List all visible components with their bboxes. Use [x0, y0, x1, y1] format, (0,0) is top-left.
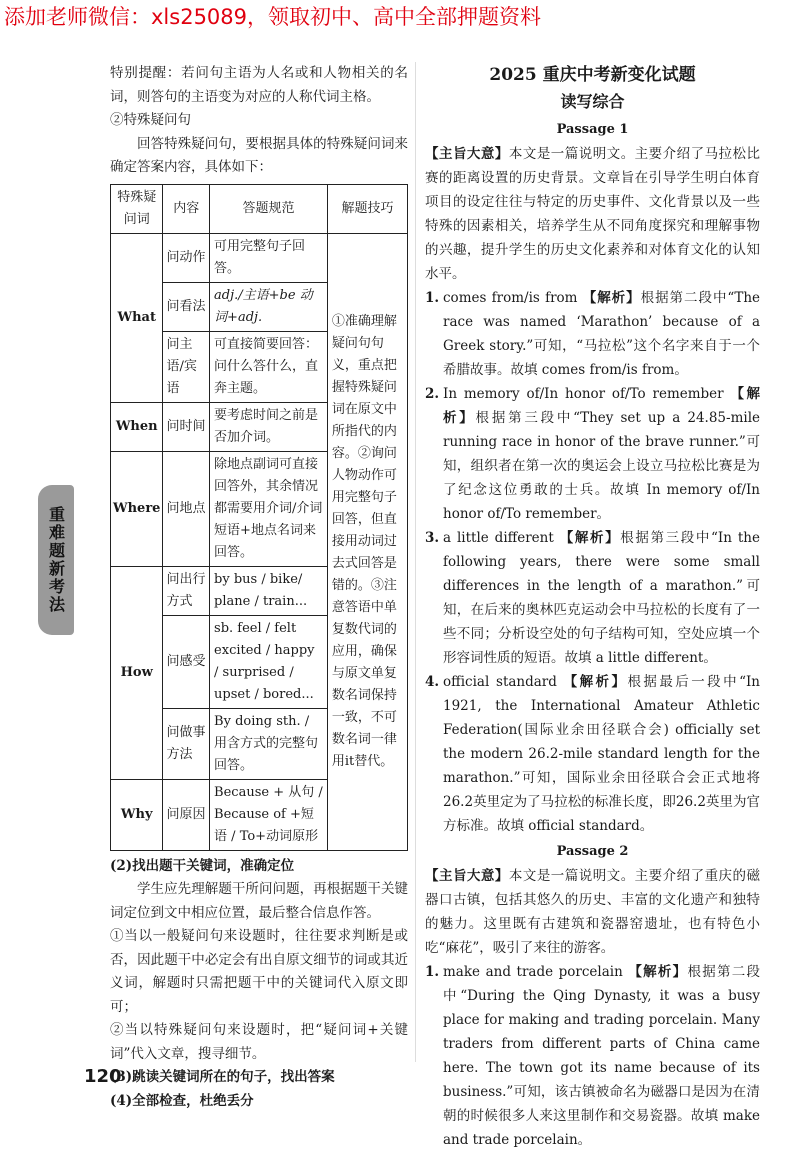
answer-item	[425, 286, 760, 382]
answer-item	[425, 670, 760, 838]
answer-number: 4.	[425, 674, 440, 690]
rule-cell: by bus / bike/ plane / train...	[210, 566, 328, 615]
analysis-tag: 【解析】	[563, 674, 628, 690]
step2-text: 学生应先理解题干所问问题，再根据题干关键词定位到文中相应位置，最后整合信息作答。	[110, 881, 408, 921]
right-column	[425, 62, 760, 1152]
content-cell: 问时间	[163, 402, 210, 451]
rule-cell: 可用完整句子回答。	[210, 233, 328, 282]
rule-cell: adj./主语+be 动词+adj.	[210, 282, 328, 331]
rule-cell: 要考虑时间之前是否加介词。	[210, 402, 328, 451]
table-header: 答题规范	[210, 184, 328, 233]
content-cell: 问看法	[163, 282, 210, 331]
step2-title: (2)找出题干关键词，准确定位	[110, 857, 295, 874]
analysis-text: 根据第三段中“In the following years, there were some small differences in the length of a marathon.”可知，在后来的奥林匹克运动会中马拉松的长度有了一些不同；分析设空处的句子结构可知，空处应填一个形容词性质的短语。故填 a little different。	[443, 530, 760, 666]
summary-text: 本文是一篇说明文。主要介绍了重庆的磁器口古镇，包括其悠久的历史、丰富的文化遗产和独特的魅力。这里既有古建筑和瓷器窑遗址，也有特色小吃“麻花”，吸引了来往的游客。	[425, 868, 761, 956]
sub-title-special-question: ②特殊疑问句	[110, 112, 191, 128]
tech-cell: ①准确理解疑问句句义，重点把握特殊疑问词在原文中所指代的内容。②询问人物动作可用完整句子回答，但直接用动词过去式回答是错的。③注意答语中单复数代词的应用，确保与原文单复数名词保持一致，不可数名词一律用it替代。	[327, 233, 407, 850]
passage-heading: Passage 2	[556, 844, 629, 859]
content-cell: 问原因	[163, 779, 210, 850]
rule-cell: Because + 从句 / Because of +短语 / To+动词原形	[210, 779, 328, 850]
side-section-tab	[38, 485, 74, 635]
rule-cell: By doing sth. / 用含方式的完整句回答。	[210, 708, 328, 779]
passage-summary	[425, 142, 760, 286]
answer-list	[425, 960, 760, 1152]
content-cell: 问动作	[163, 233, 210, 282]
rule-cell: 可直接简要回答：问什么答什么，直奔主题。	[210, 331, 328, 402]
analysis-tag: 【解析】	[582, 290, 641, 306]
table-header: 解题技巧	[327, 184, 407, 233]
answer-number: 3.	[425, 530, 440, 546]
answer-text: a little different	[443, 530, 554, 546]
answer-list	[425, 286, 760, 838]
answer-number: 1.	[425, 964, 440, 980]
answer-text: official standard	[443, 674, 557, 690]
content-cell: 问出行方式	[163, 566, 210, 615]
intro-text: 回答特殊疑问句，要根据具体的特殊疑问词来确定答案内容，具体如下：	[110, 135, 408, 175]
question-word: Why	[111, 779, 163, 850]
content-cell: 问地点	[163, 451, 210, 566]
passage-heading: Passage 1	[556, 122, 629, 137]
analysis-text: 根据第二段中“During the Qing Dynasty, it was a busy place for making and trading porcelain. Many traders from different parts of China came here. The town got its name because of its business.”可知，该古镇被命名为磁器口是因为在清朝的时候很多人来这里制作和交易瓷器。故填 make and trade porcelain。	[443, 964, 761, 1148]
promo-banner: 添加老师微信：xls25089，领取初中、高中全部押题资料	[4, 5, 542, 29]
question-word-table	[110, 184, 408, 851]
answer-text: make and trade porcelain	[443, 964, 623, 980]
answer-item	[425, 526, 760, 670]
section-title: 读写综合	[560, 92, 625, 111]
step2-point-2: ②当以特殊疑问句来设题时，把“疑问词+关键词”代入文章，搜寻细节。	[110, 1022, 408, 1062]
analysis-text: 根据最后一段中“In 1921, the International Amateur Athletic Federation(国际业余田径联合会) officially set the modern 26.2-mile standard length for the marathon.”可知，国际业余田径联合会正式地将26.2英里定为了马拉松的标准长度，即26.2英里为官方标准。故填 official standard。	[443, 674, 761, 834]
answer-item	[425, 960, 760, 1152]
special-tip: 特别提醒：若问句主语为人名或和人物相关的名词，则答句的主语变为对应的人称代词主格。	[110, 65, 408, 105]
passage-summary	[425, 864, 760, 960]
answer-text: comes from/is from	[443, 290, 578, 306]
summary-text: 本文是一篇说明文。主要介绍了马拉松比赛的距离设置的历史背景。文章旨在引导学生明白体育项目的设定往往与特定的历史事件、文化背景以及一些特殊的因素相关，培养学生从不同角度探究和理解事物的兴趣，提升学生的历史文化素养和对体育文化的认知水平。	[425, 146, 761, 282]
question-word: When	[111, 402, 163, 451]
content-cell: 问感受	[163, 615, 210, 708]
question-word: How	[111, 566, 163, 779]
answer-item	[425, 382, 760, 526]
analysis-tag: 【解析】	[443, 386, 760, 426]
step3-title: (3)跳读关键词所在的句子，找出答案	[110, 1069, 335, 1085]
column-divider	[415, 62, 416, 1062]
rule-cell: sb. feel / felt excited / happy / surprised / upset / bored...	[210, 615, 328, 708]
analysis-tag: 【解析】	[628, 964, 688, 980]
analysis-text: 根据第三段中“They set up a 24.85-mile running race in honor of the brave runner.”可知，组织者在第一次的奥运会上设立马拉松比赛是为了纪念这位勇敢的士兵。故填 In memory of/In honor of/To remember。	[443, 410, 760, 522]
answer-text: In memory of/In honor of/To remember	[443, 386, 724, 402]
table-header: 特殊疑问词	[111, 184, 163, 233]
content-cell: 问做事方法	[163, 708, 210, 779]
analysis-tag: 【解析】	[559, 530, 621, 546]
analysis-text: 根据第二段中“The race was named ‘Marathon’ because of a Greek story.”可知，“马拉松”这个名字来自于一个希腊故事。故填 comes from/is from。	[443, 290, 761, 378]
left-column	[110, 62, 408, 1113]
step2-point-1: ①当以一般疑问句来设题时，往往要求判断是或否，因此题干中必定会有出自原文细节的词或其近义词，解题时只需把题干中的关键词代入原文即可；	[110, 928, 408, 1015]
summary-tag: 【主旨大意】	[425, 146, 509, 162]
question-word: Where	[111, 451, 163, 566]
exam-title: 2025 重庆中考新变化试题	[489, 65, 696, 85]
summary-tag: 【主旨大意】	[425, 868, 509, 884]
answer-number: 1.	[425, 290, 440, 306]
question-word: What	[111, 233, 163, 402]
rule-cell: 除地点副词可直接回答外，其余情况都需要用介词/介词短语+地点名词来回答。	[210, 451, 328, 566]
content-cell: 问主语/宾语	[163, 331, 210, 402]
page-number: 120	[84, 1066, 122, 1087]
step4-title: (4)全部检查，杜绝丢分	[110, 1092, 254, 1109]
table-header: 内容	[163, 184, 210, 233]
answer-number: 2.	[425, 386, 440, 402]
table-header-row	[111, 184, 408, 233]
table-row	[111, 233, 408, 282]
side-tab-label: 重难题新考法	[46, 506, 66, 614]
